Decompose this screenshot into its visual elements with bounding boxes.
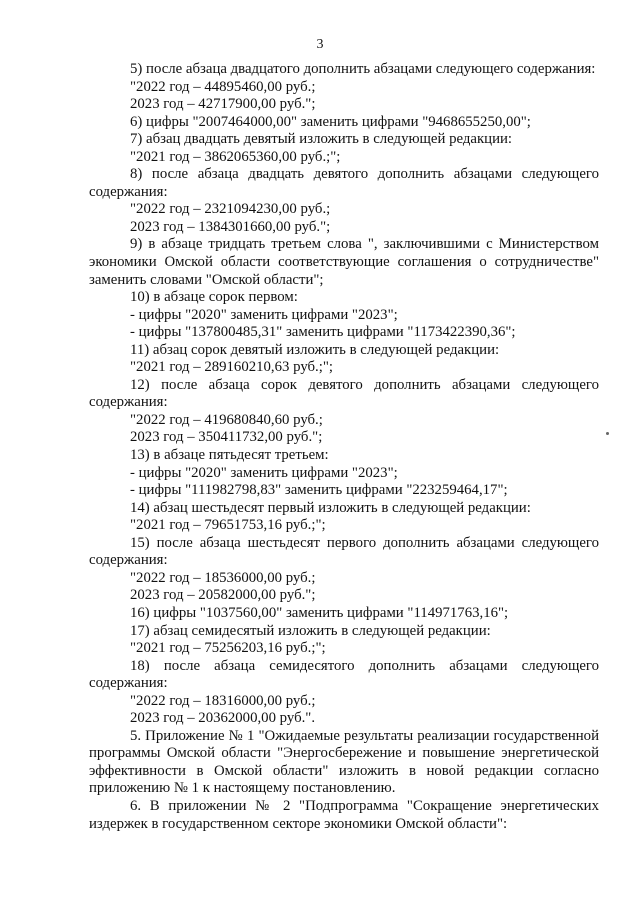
paragraph: "2022 год – 18316000,00 руб.; xyxy=(130,692,316,709)
paragraph: - цифры "137800485,31" заменить цифрами "1173422390,36"; xyxy=(130,324,516,341)
paragraph: "2021 год – 289160210,63 руб.;"; xyxy=(130,359,334,376)
paragraph: 2023 год – 42717900,00 руб."; xyxy=(130,96,316,113)
paragraph: "2022 год – 2321094230,00 руб.; xyxy=(130,201,331,218)
paragraph: - цифры "2020" заменить цифрами "2023"; xyxy=(130,306,398,323)
page-number: 3 xyxy=(316,37,324,52)
paragraph: 2023 год – 1384301660,00 руб."; xyxy=(130,218,331,235)
paragraph: 6. В приложении № 2 "Подпрограмма "Сокращение энергетических издержек в государственном секторе экономики Омской области": xyxy=(89,797,599,832)
paragraph: 5) после абзаца двадцатого дополнить абзацами следующего содержания: xyxy=(130,61,596,77)
paragraph: "2021 год – 75256203,16 руб.;"; xyxy=(130,640,326,657)
paragraph: 11) абзац сорок девятый изложить в следующей редакции: xyxy=(130,341,500,358)
paragraph: - цифры "2020" заменить цифрами "2023"; xyxy=(130,464,398,481)
paragraph: 17) абзац семидесятый изложить в следующей редакции: xyxy=(130,622,491,639)
paragraph: 13) в абзаце пятьдесят третьем: xyxy=(130,447,329,464)
paragraph: 5. Приложение № 1 "Ожидаемые результаты реализации государственной программы Омской области "Энергосбережение и повышение энергетической эффективности в Омской области" изложить в новой редакции согласно приложению № 1 к настоящему постановлению. xyxy=(89,727,599,797)
paragraph: - цифры "111982798,83" заменить цифрами "223259464,17"; xyxy=(130,482,508,499)
paragraph: 2023 год – 20582000,00 руб."; xyxy=(130,587,316,604)
paragraph: 6) цифры "2007464000,00" заменить цифрами "9468655250,00"; xyxy=(130,113,531,130)
scan-dot xyxy=(606,432,609,435)
paragraph: 18) после абзаца семидесятого дополнить абзацами следующего содержания: xyxy=(89,657,599,692)
paragraph: 2023 год – 350411732,00 руб."; xyxy=(130,429,323,446)
paragraph: "2022 год – 44895460,00 руб.; xyxy=(130,78,316,95)
paragraph: 14) абзац шестьдесят первый изложить в следующей редакции: xyxy=(130,499,531,516)
paragraph: 7) абзац двадцать девятый изложить в следующей редакции: xyxy=(130,131,513,148)
paragraph: 16) цифры "1037560,00" заменить цифрами "114971763,16"; xyxy=(130,604,509,621)
paragraph: 10) в абзаце сорок первом: xyxy=(130,289,298,306)
paragraph: 15) после абзаца шестьдесят первого дополнить абзацами следующего содержания: xyxy=(89,534,599,569)
paragraph: 9) в абзаце тридцать третьем слова ", заключившими с Министерством экономики Омской области соответствующие соглашения о сотрудничестве" заменить словами "Омской области"; xyxy=(89,236,599,288)
paragraph: "2021 год – 79651753,16 руб.;"; xyxy=(130,517,326,534)
paragraph: 2023 год – 20362000,00 руб.". xyxy=(130,710,316,727)
document-body xyxy=(89,61,599,833)
paragraph: 12) после абзаца сорок девятого дополнить абзацами следующего содержания: xyxy=(89,376,599,411)
paragraph: "2021 год – 3862065360,00 руб.;"; xyxy=(130,148,341,165)
paragraph: 8) после абзаца двадцать девятого дополнить абзацами следующего содержания: xyxy=(89,166,599,200)
paragraph: "2022 год – 419680840,60 руб.; xyxy=(130,411,323,428)
paragraph: "2022 год – 18536000,00 руб.; xyxy=(130,569,316,586)
